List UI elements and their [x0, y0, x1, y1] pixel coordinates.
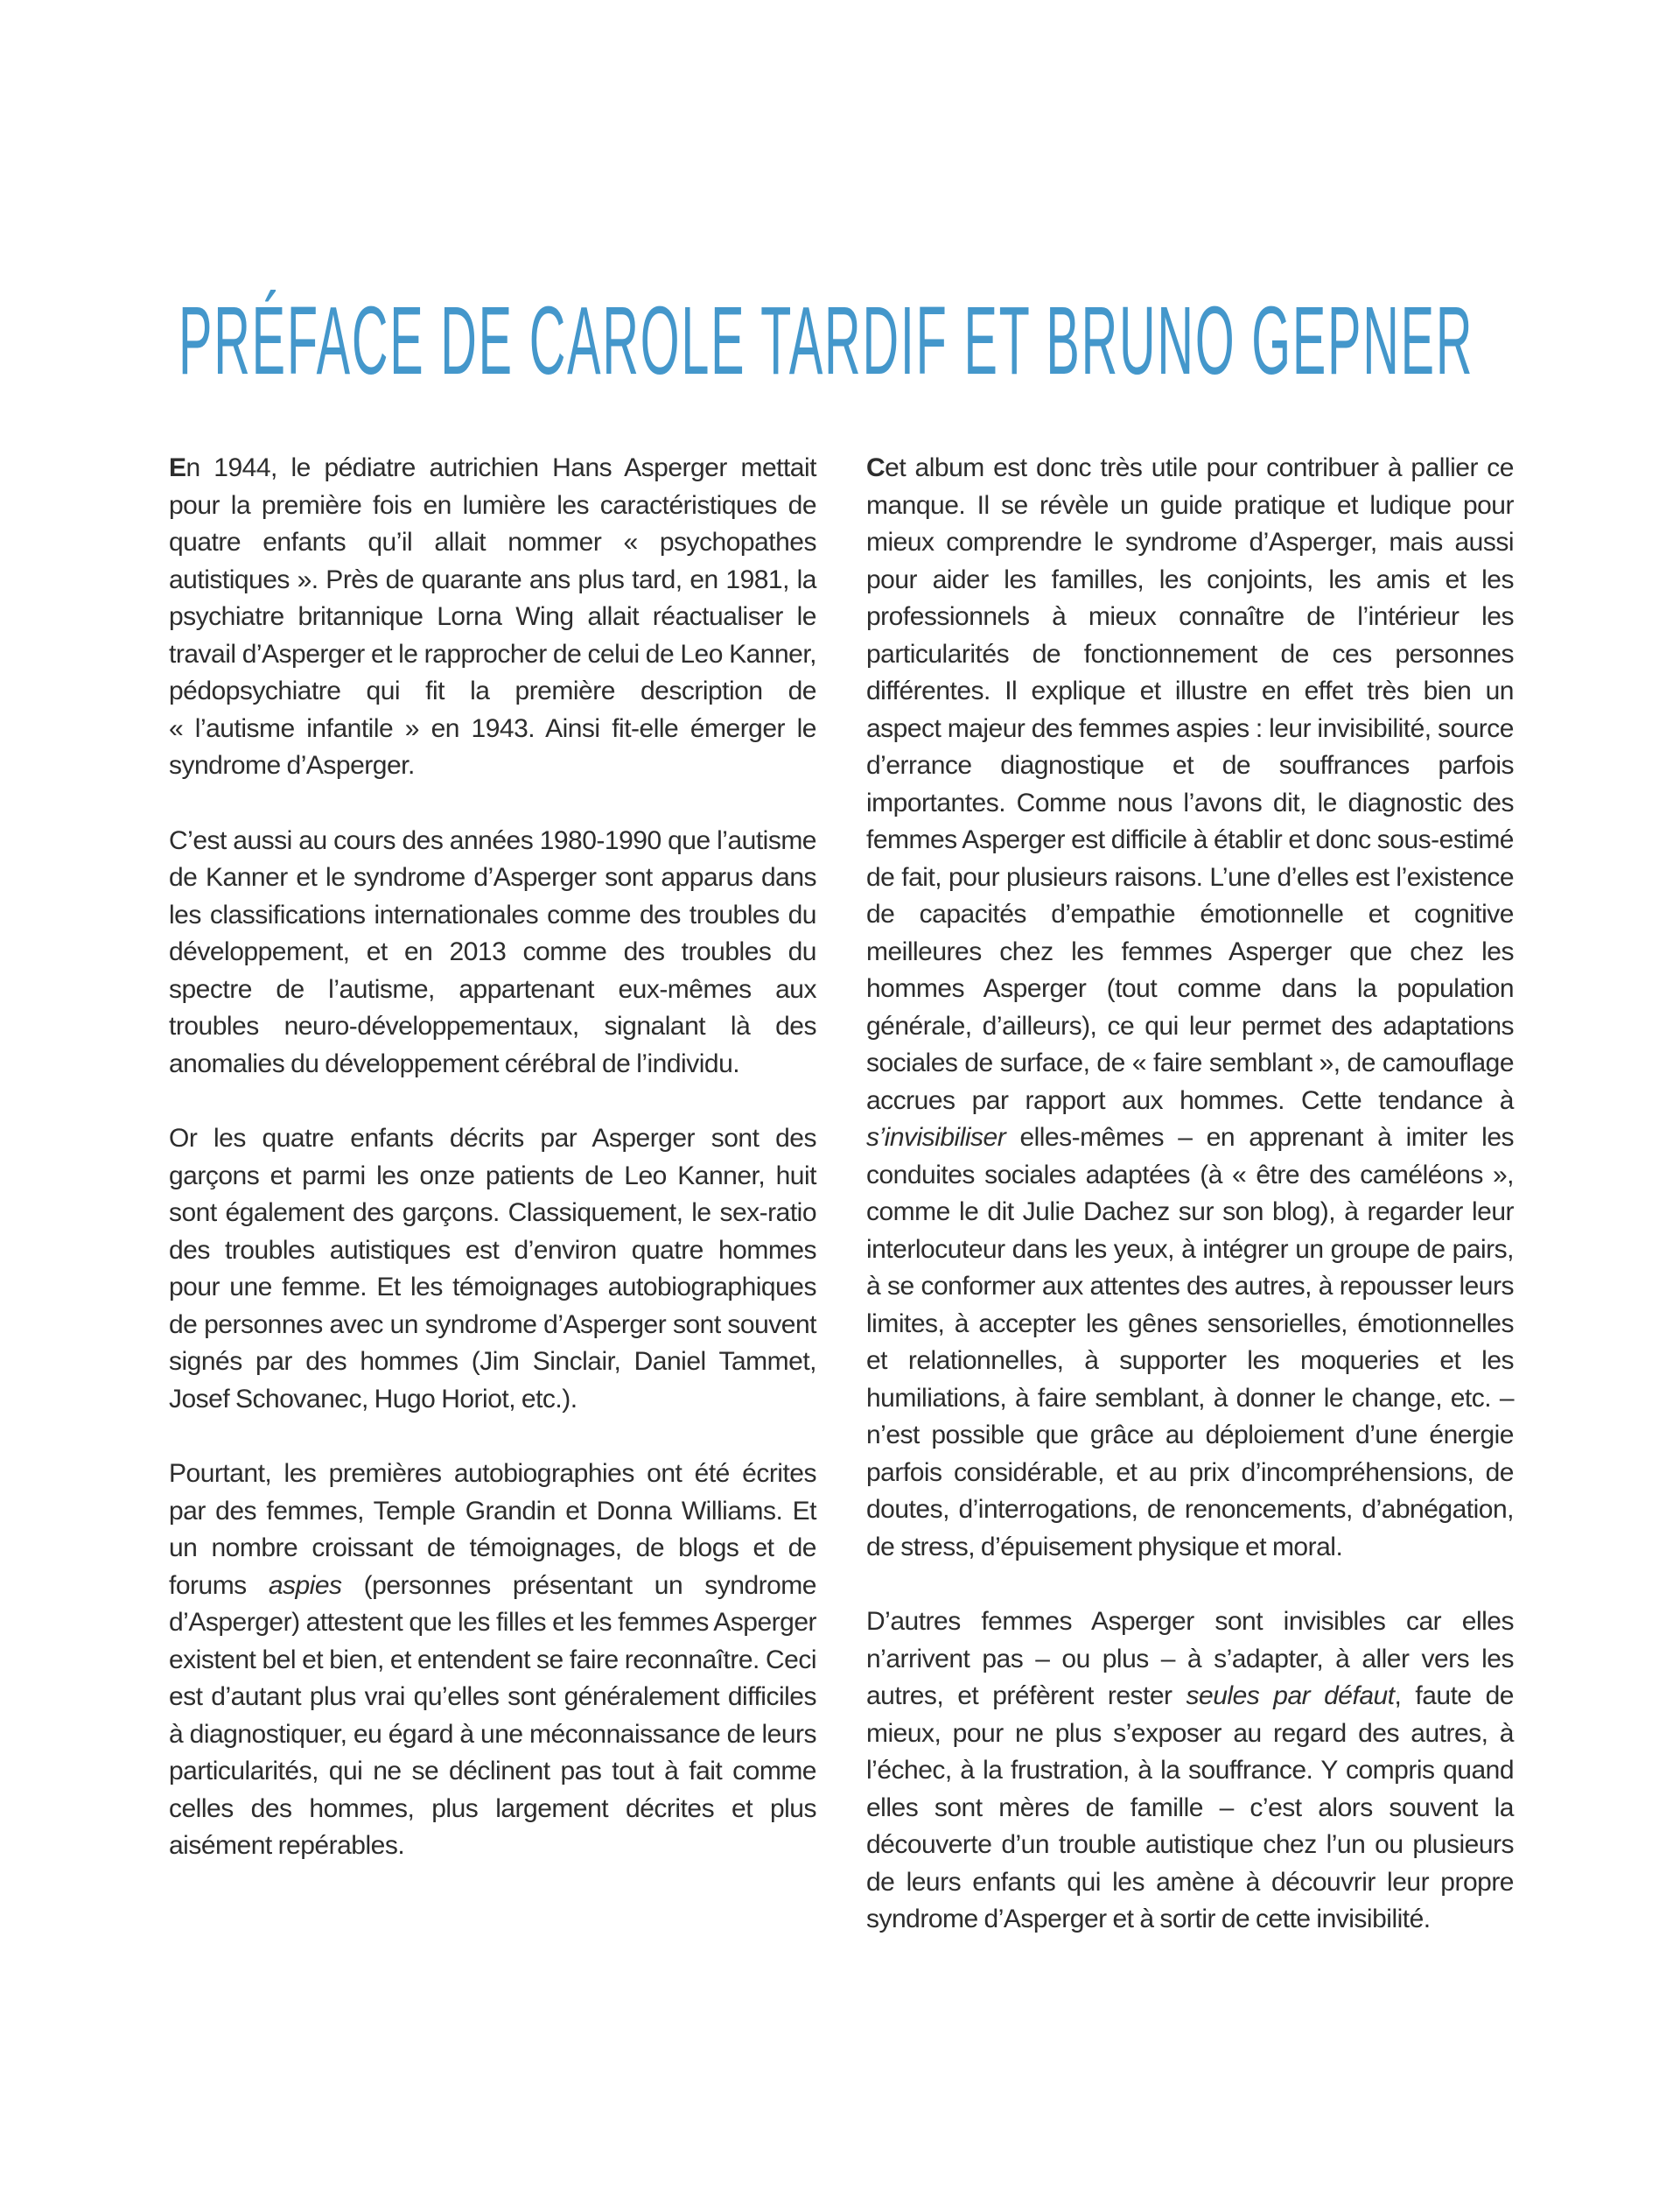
body-text: C’est aussi au cours des années 1980-1990 que l’autisme de Kanner et le syndrome d’Asperger sont apparus dans les classifications internationales comme des troubles du développement, et en 2013 comme des troubles du spectre de l’autisme, appartenant eux-mêmes aux troubles neuro-développementaux, signalant là des anomalies du développement cérébral de l’individu. — [169, 825, 816, 1078]
left-column — [169, 450, 816, 1939]
page-title-text: PRÉFACE DE CAROLE TARDIF ET BRUNO GEPNER — [178, 286, 1474, 395]
paragraph — [866, 450, 1514, 1566]
paragraph — [169, 450, 816, 785]
paragraph — [866, 1603, 1514, 1939]
paragraph — [169, 1456, 816, 1865]
page-title — [178, 286, 1618, 395]
paragraph — [169, 823, 816, 1084]
body-text: Pourtant, les premières autobiographies ont été écrites par des femmes, Temple Grandin et Donna Williams. Et un nombre croissant de témoignages, de blogs et de forums — [169, 1459, 816, 1600]
body-text: n 1944, le pédiatre autrichien Hans Asperger mettait pour la première fois en lumière les caractéristiques de quatre enfants qu’il allait nommer « psychopathes autistiques ». Près de quarante ans plus tard, en 1981, la psychiatre britannique Lorna Wing allait réactualiser le travail d’Asperger et le rapprocher de celui de Leo Kanner, pédopsychiatre qui fit la première description de « l’autisme infantile » en 1943. Ainsi fit-elle émerger le syndrome d’Asperger. — [169, 453, 816, 780]
body-text: , faute de mieux, pour ne plus s’exposer au regard des autres, à l’échec, à la frustration, à la souffrance. Y compris quand elles sont mères de famille – c’est alors souvent la découverte d’un trouble autistique chez l’un ou plusieurs de leurs enfants qui les amène à découvrir leur propre syndrome d’Asperger et à sortir de cette invisibilité. — [866, 1681, 1514, 1933]
body-text: D’autres femmes Asperger sont invisibles car elles n’arrivent pas – ou plus – à s’adapter, à aller vers les autres, et préfèrent rester — [866, 1607, 1514, 1710]
paragraph-lead-letter: C — [866, 453, 886, 482]
right-column — [866, 450, 1514, 1939]
italic-text: s’invisibiliser — [866, 1123, 1006, 1152]
text-columns — [169, 450, 1514, 1939]
body-text: (personnes présentant un syndrome d’Asperger) attestent que les filles et les femmes Asperger existent bel et bien, et entendent se faire reconnaître. Ceci est d’autant plus vrai qu’elles sont généralement difficiles à diagnostiquer, eu égard à une méconnaissance de leurs particularités, qui ne se déclinent pas tout à fait comme celles des hommes, plus largement décrites et plus aisément repérables. — [169, 1570, 816, 1860]
body-text: elles-mêmes – en apprenant à imiter les conduites sociales adaptées (à « être des caméléons », comme le dit Julie Dachez sur son blog), à regarder leur interlocuteur dans les yeux, à intégrer un groupe de pairs, à se conformer aux attentes des autres, à repousser leurs limites, à accepter les gênes sensorielles, émotionnelles et relationnelles, à supporter les moqueries et les humiliations, à faire semblant, à donner le change, etc. – n’est possible que grâce au déploiement d’une énergie parfois considérable, et au prix d’incompréhensions, de doutes, d’interrogations, de renoncements, d’abnégation, de stress, d’épuisement physique et moral. — [866, 1123, 1514, 1561]
body-text: et album est donc très utile pour contribuer à pallier ce manque. Il se révèle un guide pratique et ludique pour mieux comprendre le syndrome d’Asperger, mais aussi pour aider les familles, les conjoints, les amis et les professionnels à mieux connaître de l’intérieur les particularités de fonctionnement de ces personnes différentes. Il explique et illustre en effet très bien un aspect majeur des femmes aspies : leur invisibilité, source d’errance diagnostique et de souffrances parfois importantes. Comme nous l’avons dit, le diagnostic des femmes Asperger est difficile à établir et donc sous-estimé de fait, pour plusieurs raisons. L’une d’elles est l’existence de capacités d’empathie émotionnelle et cognitive meilleures chez les femmes Asperger que chez les hommes Asperger (tout comme dans la population générale, d’ailleurs), ce qui leur permet des adaptations sociales de surface, de « faire semblant », de camouflage accrues par rapport aux hommes. Cette tendance à — [866, 453, 1514, 1115]
paragraph-lead-letter: E — [169, 453, 186, 482]
italic-text: aspies — [268, 1570, 342, 1600]
body-text: Or les quatre enfants décrits par Asperger sont des garçons et parmi les onze patients de Leo Kanner, huit sont également des garçons. Classiquement, le sex-ratio des troubles autistiques est d’environ quatre hommes pour une femme. Et les témoignages autobiographiques de personnes avec un syndrome d’Asperger sont souvent signés par des hommes (Jim Sinclair, Daniel Tammet, Josef Schovanec, Hugo Horiot, etc.). — [169, 1124, 816, 1414]
paragraph — [169, 1120, 816, 1418]
italic-text: seules par défaut — [1186, 1681, 1395, 1710]
